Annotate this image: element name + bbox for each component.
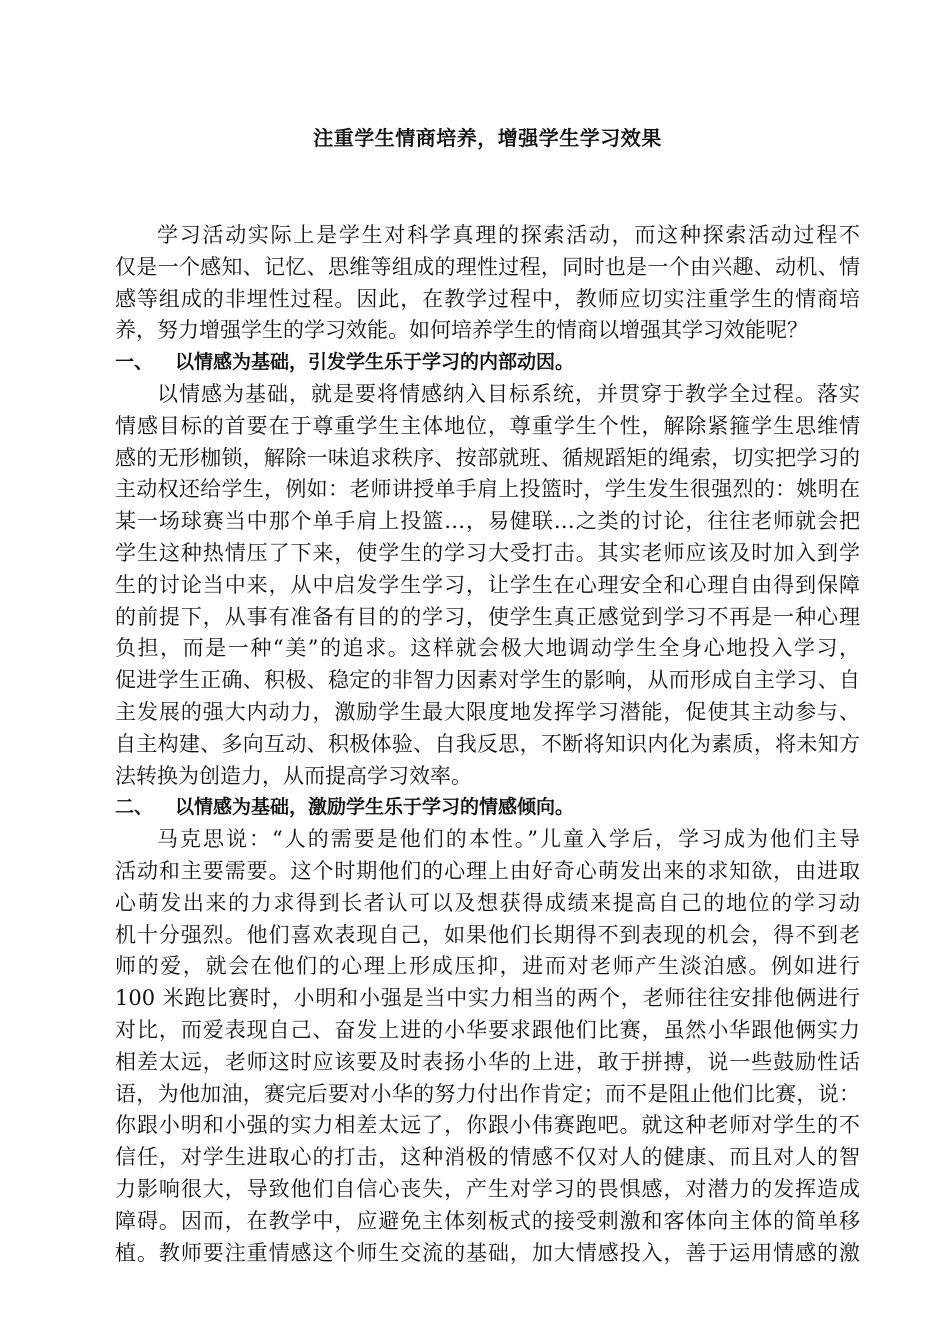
intro-line: 感等组成的非埋性过程。因此，在教学过程中，教师应切实注重学生的情商培 xyxy=(115,286,860,311)
section-1-heading xyxy=(115,347,860,379)
section-1-line: 法转换为创造力，从而提高学习效率。 xyxy=(115,763,472,788)
section-1-line: 的前提下，从事有准备有目的的学习，使学生真正感觉到学习不再是一种心理 xyxy=(115,604,860,629)
section-2-number: 二、 xyxy=(115,796,154,819)
section-1-line: 生的讨论当中来，从中启发学生学习，让学生在心理安全和心理自由得到保障 xyxy=(115,572,860,597)
section-2-line: 力影响很大，导致他们自信心丧失，产生对学习的畏惧感，对潜力的发挥造成 xyxy=(115,1176,860,1201)
section-2-line: 语，为他加油，赛完后要对小华的努力付出作肯定；而不是阻止他们比赛，说： xyxy=(115,1081,860,1106)
section-2-line: 障碍。因而，在教学中，应避免主体刻板式的接受刺激和客体向主体的简单移 xyxy=(115,1208,860,1233)
section-2-line: 马克思说：“人的需要是他们的本性。”儿童入学后，学习成为他们主导 xyxy=(157,827,860,852)
section-1-line: 感的无形枷锁，解除一味追求秩序、按部就班、循规蹈矩的绳索，切实把学习的 xyxy=(115,445,860,470)
section-1-line: 促进学生正确、积极、稳定的非智力因素对学生的影响，从而形成自主学习、自 xyxy=(115,668,860,693)
section-1-line: 主发展的强大内动力，激励学生最大限度地发挥学习潜能，促使其主动参与、 xyxy=(115,699,860,724)
document-body xyxy=(115,220,860,1269)
section-2-line: 信任，对学生进取心的打击，这种消极的情感不仅对人的健康、而且对人的智 xyxy=(115,1145,860,1170)
section-2-heading xyxy=(115,792,860,824)
section-1-line: 负担，而是一种“美”的追求。这样就会极大地调动学生全身心地投入学习， xyxy=(115,636,860,661)
section-2-line: 对比，而爱表现自己、奋发上进的小华要求跟他们比赛，虽然小华跟他俩实力 xyxy=(115,1017,860,1042)
intro-line: 仅是一个感知、记忆、思维等组成的理性过程，同时也是一个由兴趣、动机、情 xyxy=(115,254,860,279)
document-title: 注重学生情商培养，增强学生学习效果 xyxy=(313,126,662,150)
intro-line: 养，努力增强学生的学习效能。如何培养学生的情商以增强其学习效能呢？ xyxy=(115,318,808,343)
section-1-line: 主动权还给学生，例如：老师讲授单手肩上投篮时，学生发生很强烈的：姚明在 xyxy=(115,477,860,502)
section-2-line: 师的爱，就会在他们的心理上形成压抑，进而对老师产生淡泊感。例如进行 xyxy=(115,954,860,979)
section-2-line: 植。教师要注重情感这个师生交流的基础，加大情感投入，善于运用情感的激 xyxy=(115,1240,860,1265)
section-1-number: 一、 xyxy=(115,351,154,374)
section-2-line: 心萌发出来的力求得到长者认可以及想获得成绩来提高自己的地位的学习动 xyxy=(115,890,860,915)
section-1-line: 某一场球赛当中那个单手肩上投篮…，易健联…之类的讨论，往往老师就会把 xyxy=(115,509,860,534)
section-2-line: 你跟小明和小强的实力相差太远了，你跟小伟赛跑吧。就这种老师对学生的不 xyxy=(115,1113,860,1138)
section-2-heading-text: 以情感为基础，激励学生乐于学习的情感倾向。 xyxy=(175,796,575,819)
section-1-line: 情感目标的首要在于尊重学生主体地位，尊重学生个性，解除紧箍学生思维情 xyxy=(115,413,860,438)
section-1-line: 自主构建、多向互动、积极体验、自我反思，不断将知识内化为素质，将未知方 xyxy=(115,731,860,756)
intro-line: 学习活动实际上是学生对科学真理的探索活动，而这种探索活动过程不 xyxy=(157,223,860,247)
section-1-line: 以情感为基础，就是要将情感纳入目标系统，并贯穿于教学全过程。落实 xyxy=(157,381,860,406)
section-1-heading-text: 以情感为基础，引发学生乐于学习的内部动因。 xyxy=(175,351,575,374)
section-2-line: 活动和主要需要。这个时期他们的心理上由好奇心萌发出来的求知欲，由进取 xyxy=(115,858,860,883)
section-2-line: 机十分强烈。他们喜欢表现自己，如果他们长期得不到表现的机会，得不到老 xyxy=(115,922,860,947)
section-2-line: 相差太远，老师这时应该要及时表扬小华的上进，敢于拼搏，说一些鼓励性话 xyxy=(115,1049,860,1074)
section-1-line: 学生这种热情压了下来，使学生的学习大受打击。其实老师应该及时加入到学 xyxy=(115,540,860,565)
section-2-line: 100 米跑比赛时，小明和小强是当中实力相当的两个，老师往往安排他俩进行 xyxy=(115,986,860,1011)
